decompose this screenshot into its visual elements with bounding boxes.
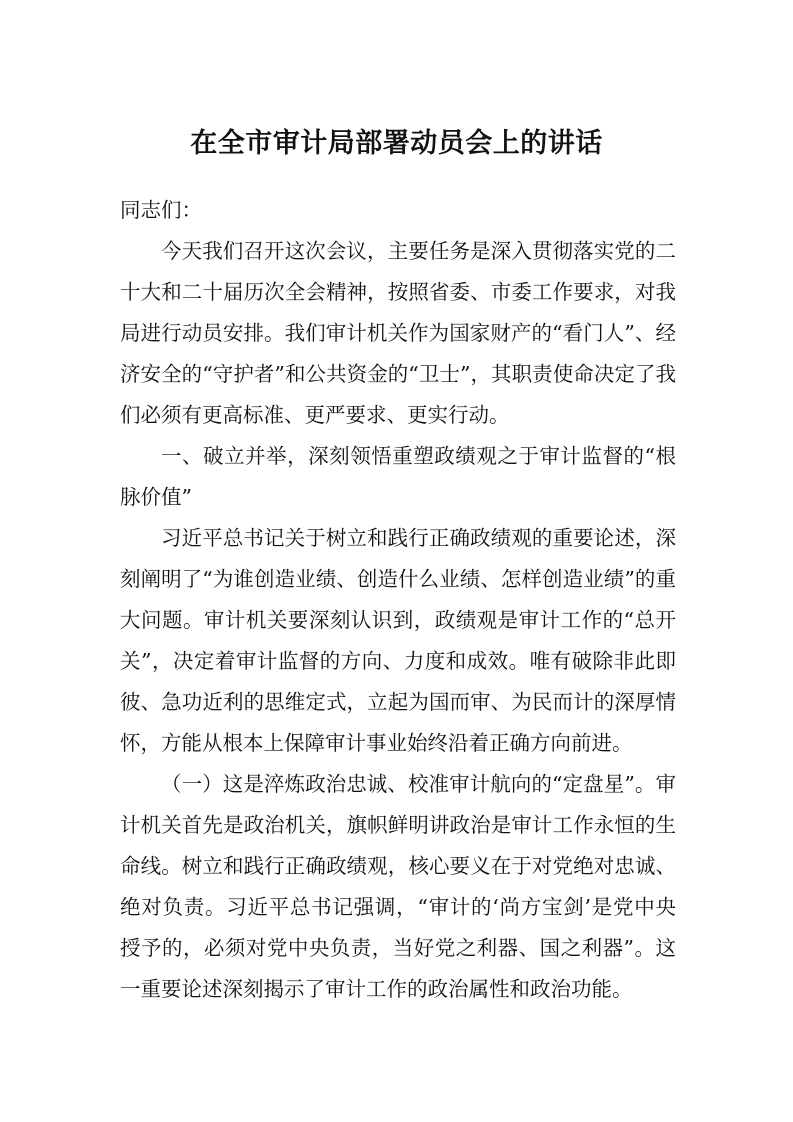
paragraph-section-one: 习近平总书记关于树立和践行正确政绩观的重要论述，深刻阐明了“为谁创造业绩、创造什么业绩、怎样创造业绩”的重大问题。审计机关要深刻认识到，政绩观是审计工作的“总开关”，决定着审计监督的方向、力度和成效。唯有破除非此即彼、急功近利的思维定式，立起为国而审、为民而计的深厚情怀，方能从根本上保障审计事业始终沿着正确方向前进。 — [120, 526, 676, 755]
document-body — [120, 190, 676, 1010]
document-title: 在全市审计局部署动员会上的讲话 — [190, 128, 603, 159]
section-heading-one: 一、破立并举，深刻领悟重塑政绩观之于审计监督的“根脉价值” — [120, 444, 676, 509]
paragraph-subsection-one: （一）这是淬炼政治忠诚、校准审计航向的“定盘星”。审计机关首先是政治机关，旗帜鲜明讲政治是审计工作永恒的生命线。树立和践行正确政绩观，核心要义在于对党绝对忠诚、绝对负责。习近平总书记强调，“审计的‘尚方宝剑’是党中央授予的，必须对党中央负责，当好党之利器、国之利器”。这一重要论述深刻揭示了审计工作的政治属性和政治功能。 — [120, 772, 676, 1001]
paragraph-intro: 今天我们召开这次会议，主要任务是深入贯彻落实党的二十大和二十届历次全会精神，按照省委、市委工作要求，对我局进行动员安排。我们审计机关作为国家财产的“看门人”、经济安全的“守护者”和公共资金的“卫士”，其职责使命决定了我们必须有更高标准、更严要求、更实行动。 — [120, 239, 676, 427]
salutation: 同志们： — [120, 198, 202, 222]
